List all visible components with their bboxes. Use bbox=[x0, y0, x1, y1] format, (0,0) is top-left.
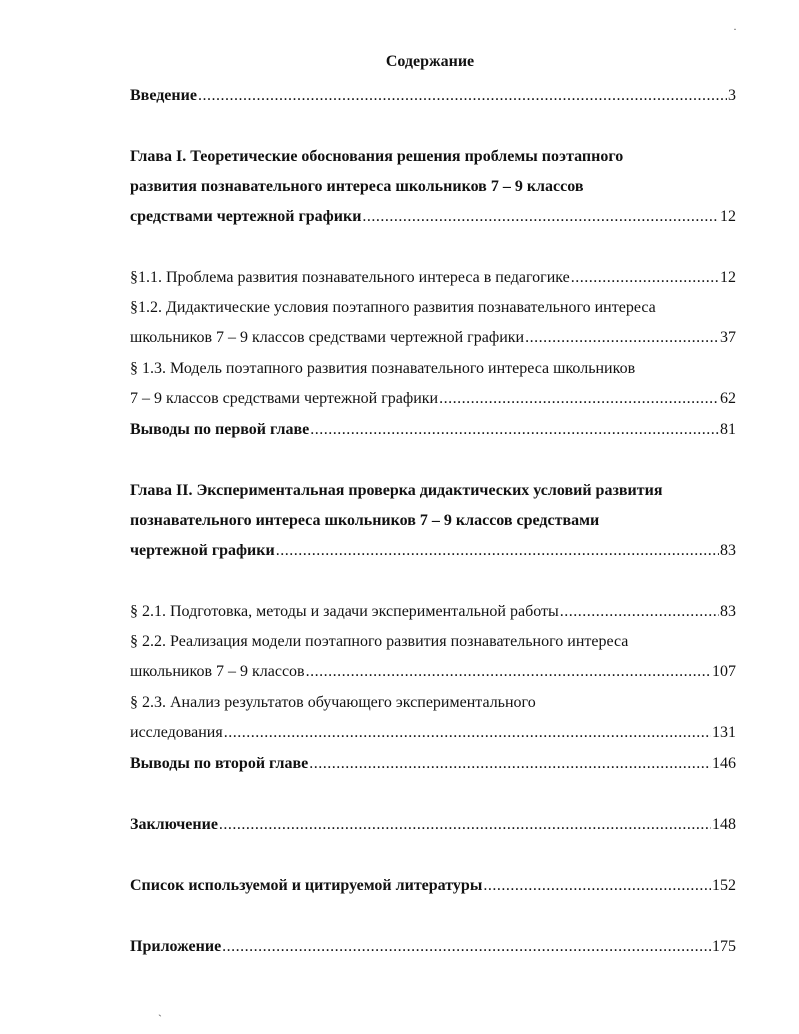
toc-entry-section-2-1 bbox=[130, 602, 736, 622]
toc-entry-text: Приложение bbox=[130, 938, 222, 955]
toc-entry-chapter-2 bbox=[130, 541, 736, 561]
toc-entry-introduction bbox=[130, 86, 736, 106]
toc-section-1-2-line-1: §1.2. Дидактические условия поэтапного развития познавательного интереса bbox=[130, 299, 656, 316]
toc-entry-conclusion bbox=[130, 815, 736, 835]
toc-page-number: 3 bbox=[728, 87, 736, 104]
toc-page-number: 175 bbox=[712, 938, 736, 955]
toc-entry-appendix bbox=[130, 937, 736, 957]
toc-entry-bibliography bbox=[130, 876, 736, 896]
toc-entry-text: Список используемой и цитируемой литературы bbox=[130, 877, 483, 894]
dot-leader bbox=[276, 541, 719, 561]
dot-leader bbox=[571, 268, 719, 288]
toc-page-number: 81 bbox=[720, 421, 736, 438]
toc-entry-conclusions-2 bbox=[130, 754, 736, 774]
toc-entry-text: Заключение bbox=[130, 816, 218, 833]
dot-leader bbox=[309, 754, 711, 774]
toc-entry-section-1-2 bbox=[130, 328, 736, 348]
dot-leader bbox=[306, 662, 711, 682]
toc-entry-text: Выводы по первой главе bbox=[130, 421, 310, 438]
toc-page-number: 37 bbox=[720, 329, 736, 346]
dot-leader bbox=[198, 86, 727, 106]
scan-speck: ˋ bbox=[158, 1012, 162, 1026]
dot-leader bbox=[222, 937, 711, 957]
toc-chapter-1-line-2: развития познавательного интереса школьников 7 – 9 классов bbox=[130, 178, 584, 195]
toc-page-number: 62 bbox=[720, 390, 736, 407]
toc-page-number: 146 bbox=[712, 755, 736, 772]
toc-entry-section-2-2 bbox=[130, 662, 736, 682]
toc-entry-text: средствами чертежной графики bbox=[130, 208, 362, 225]
toc-entry-text: исследования bbox=[130, 724, 223, 741]
toc-page-number: 83 bbox=[720, 542, 736, 559]
toc-entry-text: § 2.1. Подготовка, методы и задачи экспериментальной работы bbox=[130, 603, 559, 620]
toc-entry-text: Выводы по второй главе bbox=[130, 755, 309, 772]
toc-page-number: 107 bbox=[712, 663, 736, 680]
toc-entry-section-2-3 bbox=[130, 723, 736, 743]
dot-leader bbox=[224, 723, 711, 743]
toc-entry-text: Введение bbox=[130, 87, 197, 104]
toc-chapter-1-line-1: Глава I. Теоретические обоснования решения проблемы поэтапного bbox=[130, 148, 624, 165]
dot-leader bbox=[310, 420, 719, 440]
toc-page-number: 152 bbox=[712, 877, 736, 894]
toc-page-number: 12 bbox=[720, 208, 736, 225]
scan-speck: · bbox=[733, 22, 737, 36]
toc-page-number: 131 bbox=[712, 724, 736, 741]
toc-chapter-2-line-1: Глава II. Экспериментальная проверка дидактических условий развития bbox=[130, 482, 663, 499]
toc-entry-chapter-1 bbox=[130, 207, 736, 227]
page-title: Содержание bbox=[385, 53, 475, 70]
toc-page-number: 148 bbox=[712, 816, 736, 833]
toc-entry-text: школьников 7 – 9 классов средствами чертежной графики bbox=[130, 329, 525, 346]
dot-leader bbox=[525, 328, 719, 348]
toc-chapter-2-line-2: познавательного интереса школьников 7 – 9 классов средствами bbox=[130, 512, 600, 529]
dot-leader bbox=[439, 389, 719, 409]
toc-entry-text: §1.1. Проблема развития познавательного интереса в педагогике bbox=[130, 269, 570, 286]
toc-entry-text: чертежной графики bbox=[130, 542, 275, 559]
dot-leader bbox=[219, 815, 711, 835]
toc-entry-text: 7 – 9 классов средствами чертежной графики bbox=[130, 390, 439, 407]
toc-entry-section-1-1 bbox=[130, 268, 736, 288]
toc-page-number: 12 bbox=[720, 269, 736, 286]
toc-entry-conclusions-1 bbox=[130, 420, 736, 440]
toc-section-2-3-line-1: § 2.3. Анализ результатов обучающего экспериментального bbox=[130, 694, 536, 711]
toc-section-2-2-line-1: § 2.2. Реализация модели поэтапного развития познавательного интереса bbox=[130, 633, 629, 650]
toc-section-1-3-line-1: § 1.3. Модель поэтапного развития познавательного интереса школьников bbox=[130, 360, 636, 377]
toc-page-number: 83 bbox=[720, 603, 736, 620]
toc-entry-section-1-3 bbox=[130, 389, 736, 409]
dot-leader bbox=[560, 602, 719, 622]
dot-leader bbox=[483, 876, 711, 896]
dot-leader bbox=[362, 207, 719, 227]
toc-entry-text: школьников 7 – 9 классов bbox=[130, 663, 305, 680]
